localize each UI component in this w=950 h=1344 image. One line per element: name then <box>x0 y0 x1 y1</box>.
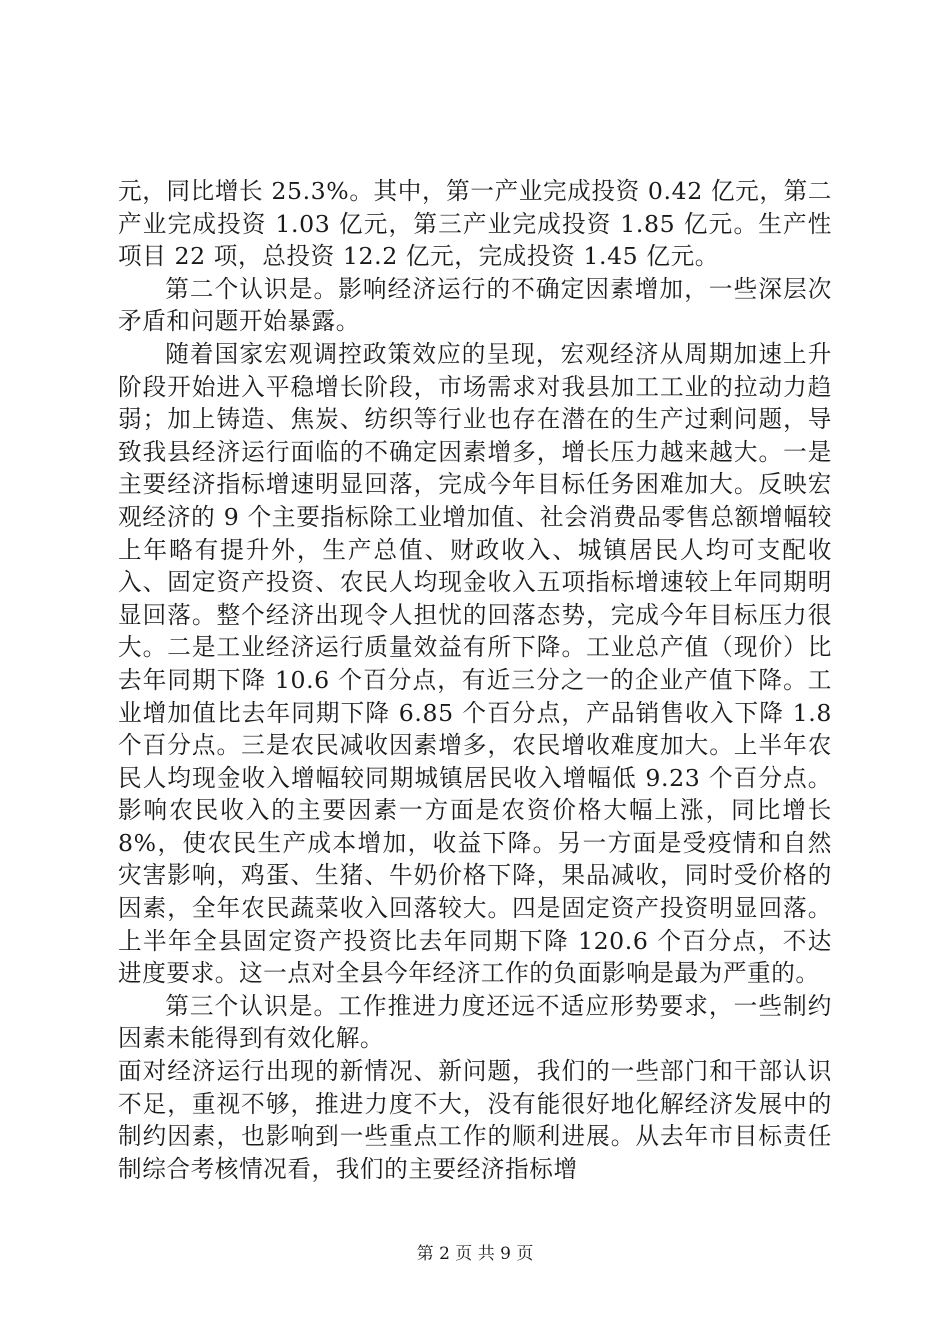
page-number-label: 第 2 页 共 9 页 <box>416 1244 534 1264</box>
page-footer <box>0 1243 950 1265</box>
paragraph-2: 第二个认识是。影响经济运行的不确定因素增加，一些深层次矛盾和问题开始暴露。 <box>118 274 832 336</box>
paragraph-3: 随着国家宏观调控政策效应的呈现，宏观经济从周期加速上升阶段开始进入平稳增长阶段，市场需求对我县加工工业的拉动力趋弱；加上铸造、焦炭、纺织等行业也存在潜在的生产过剩问题，导致我县经济运行面临的不确定因素增多，增长压力越来越大。一是主要经济指标增速明显回落，完成今年目标任务困难加大。反映宏观经济的 9 个主要指标除工业增加值、社会消费品零售总额增幅较上年略有提升外，生产总值、财政收入、城镇居民人均可支配收入、固定资产投资、农民人均现金收入五项指标增速较上年同期明显回落。整个经济出现令人担忧的回落态势，完成今年目标压力很大。二是工业经济运行质量效益有所下降。工业总产值（现价）比去年同期下降 10.6 个百分点，有近三分之一的企业产值下降。工业增加值比去年同期下降 6.85 个百分点，产品销售收入下降 1.8 个百分点。三是农民减收因素增多，农民增收难度加大。上半年农民人均现金收入增幅较同期城镇居民收入增幅低 9.23 个百分点。影响农民收入的主要因素一方面是农资价格大幅上涨，同比增长 8%，使农民生产成本增加，收益下降。另一方面是受疫情和自然灾害影响，鸡蛋、生猪、牛奶价格下降，果品减收，同时受价格的因素，全年农民蔬菜收入回落较大。四是固定资产投资明显回落。上半年全县固定资产投资比去年同期下降 120.6 个百分点，不达进度要求。这一点对全县今年经济工作的负面影响是最为严重的。 <box>118 339 832 988</box>
document-body <box>118 175 832 1185</box>
paragraph-1: 元，同比增长 25.3%。其中，第一产业完成投资 0.42 亿元，第二产业完成投资 1.03 亿元，第三产业完成投资 1.85 亿元。生产性项目 22 项，总投资 12.2 亿元，完成投资 1.45 亿元。 <box>118 177 833 271</box>
paragraph-5: 面对经济运行出现的新情况、新问题，我们的一些部门和干部认识不足，重视不够，推进力度不大，没有能很好地化解经济发展中的制约因素，也影响到一些重点工作的顺利进展。从去年市目标责任制综合考核情况看，我们的主要经济指标增 <box>118 1057 832 1183</box>
paragraph-4: 第三个认识是。工作推进力度还远不适应形势要求，一些制约因素未能得到有效化解。 <box>118 991 832 1053</box>
